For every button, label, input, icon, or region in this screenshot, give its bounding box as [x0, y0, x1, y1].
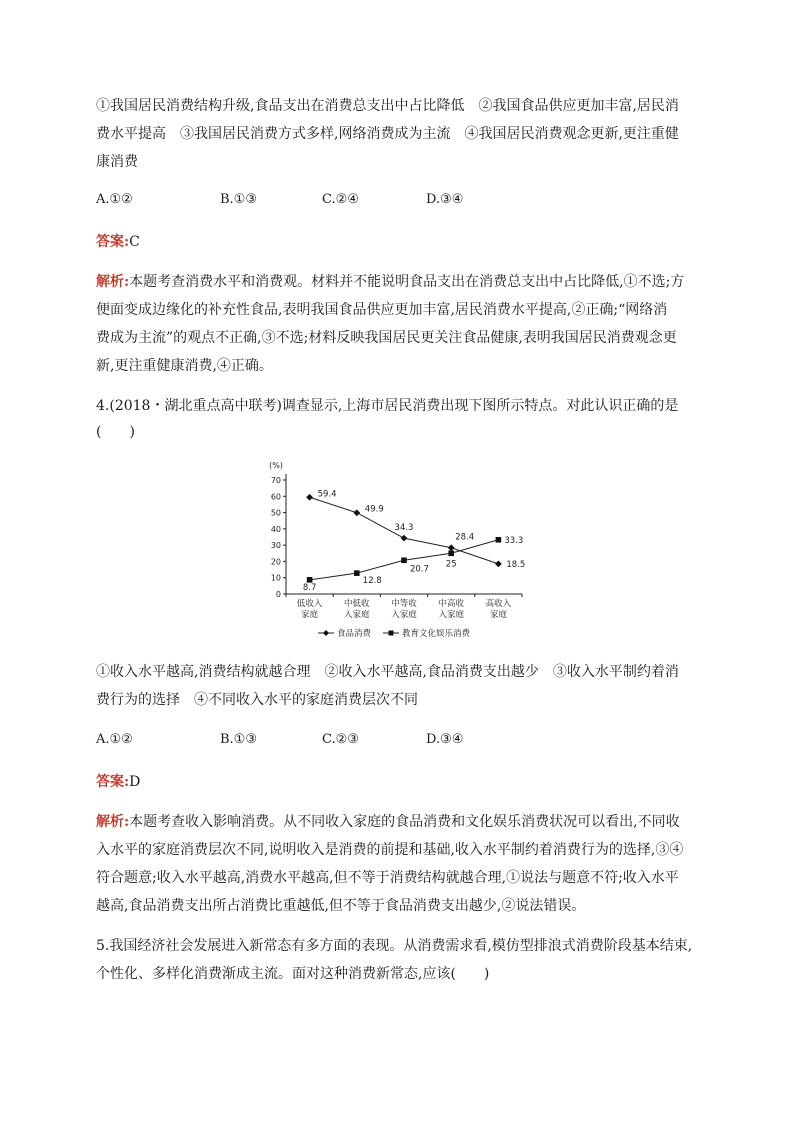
education-point [401, 557, 407, 563]
education-data-label: 25 [445, 559, 457, 570]
education-data-label: 33.3 [504, 535, 524, 546]
q3-statements-line-1: ①我国居民消费结构升级,食品支出在消费总支出中占比降低 ②我国食品供应更加丰富,居民消 [96, 98, 679, 114]
legend-label: 教育文化娱乐消费 [402, 629, 471, 639]
food-data-label: 59.4 [317, 489, 337, 500]
food-point [353, 509, 360, 516]
x-tick-label: 家庭 [489, 610, 507, 620]
q4-analysis-line-1 [96, 812, 680, 832]
y-tick-label: 30 [270, 541, 281, 551]
x-tick-label: 入家庭 [344, 610, 370, 620]
q4-option-a: A.①② [96, 732, 133, 747]
y-tick-label: 10 [270, 573, 281, 583]
q4-line-chart [256, 456, 546, 644]
q4-statements-line-1: ①收入水平越高,消费结构就越合理 ②收入水平越高,食品消费支出越少 ③收入水平制约着消 [96, 664, 679, 680]
q4-option-d: D.③④ [426, 732, 464, 747]
q3-statements-line-3: 康消费 [96, 154, 138, 170]
q4-stem-line-1: 4.(2018・湖北重点高中联考)调查显示,上海市居民消费出现下图所示特点。对此认识正确的是 [96, 398, 679, 414]
legend-label: 食品消费 [337, 629, 372, 639]
y-tick-label: 50 [270, 508, 281, 518]
q3-answer [96, 232, 140, 252]
y-tick-label: 20 [270, 557, 281, 567]
q3-option-c: C.②④ [322, 192, 359, 207]
q4-option-c: C.②③ [322, 732, 359, 747]
x-tick-label: 入家庭 [391, 610, 417, 620]
education-data-label: 8.7 [302, 582, 317, 593]
education-point [448, 550, 454, 556]
education-data-label: 12.8 [362, 576, 382, 587]
food-point [306, 494, 313, 501]
q3-option-d: D.③④ [426, 192, 464, 207]
q3-analysis-label: 解析: [96, 274, 130, 290]
food-data-label: 18.5 [506, 559, 526, 570]
q4-answer-value: D [129, 774, 141, 790]
food-point [448, 544, 455, 551]
q3-answer-value: C [129, 234, 140, 250]
q3-answer-label: 答案: [96, 234, 130, 250]
food-data-label: 34.3 [394, 523, 414, 534]
q5-stem-line-2: 个性化、多样化消费渐成主流。面对这种消费新常态,应该( ) [96, 966, 490, 982]
q4-analysis-line-3: 符合题意;收入水平越高,消费水平越高,但不等于消费结构就越合理,①说法与题意不符;收入水平 [96, 870, 679, 886]
y-tick-label: 70 [270, 476, 281, 485]
q3-analysis-text-1: 本题考查消费水平和消费观。材料并不能说明食品支出在消费总支出中占比降低,①不选;方 [129, 274, 685, 290]
q3-option-b: B.①③ [220, 192, 257, 207]
q4-analysis-label: 解析: [96, 814, 130, 830]
y-tick-label: 40 [270, 524, 281, 534]
education-data-label: 20.7 [410, 564, 429, 575]
food-point [401, 535, 408, 542]
q3-analysis-line-4: 新,更注重健康消费,④正确。 [96, 358, 273, 374]
q4-stem-line-2: ( ) [96, 424, 135, 440]
x-tick-label: 中高收 [438, 599, 464, 609]
q5-stem-line-1: 5.我国经济社会发展进入新常态有多方面的表现。从消费需求看,模仿型排浪式消费阶段基本结束, [96, 938, 693, 954]
q4-analysis-line-2: 入水平的家庭消费层次不同,说明收入是消费的前提和基础,收入水平制约着消费行为的选择,③④ [96, 842, 684, 858]
q3-option-a: A.①② [96, 192, 133, 207]
y-axis-unit-label: (%) [269, 461, 283, 470]
q3-analysis-line-1 [96, 272, 684, 292]
q4-analysis-text-1: 本题考查收入影响消费。从不同收入家庭的食品消费和文化娱乐消费状况可以看出,不同收 [129, 814, 680, 830]
food-data-label: 28.4 [455, 532, 475, 543]
x-tick-label: 入家庭 [438, 610, 464, 620]
food-point [495, 560, 502, 567]
x-tick-label: 中低收 [344, 599, 370, 609]
education-point [354, 570, 360, 576]
q3-analysis-line-2: 便面变成边缘化的补充性食品,表明我国食品供应更加丰富,居民消费水平提高,②正确;“网络消 [96, 302, 668, 318]
q4-option-b: B.①③ [220, 732, 257, 747]
food-data-label: 49.9 [364, 504, 384, 515]
education-point [496, 537, 502, 543]
education-point [307, 577, 313, 583]
x-tick-label: 低收入 [296, 599, 323, 609]
q4-statements-line-2: 费行为的选择 ④不同收入水平的家庭消费层次不同 [96, 692, 418, 708]
q4-answer [96, 772, 140, 792]
legend-square-icon [389, 631, 394, 636]
q4-analysis-line-4: 越高,食品消费支出所占消费比重越低,但不等于食品消费支出越少,②说法错误。 [96, 898, 586, 914]
legend-diamond-icon [323, 630, 329, 636]
q3-analysis-line-3: 费成为主流”的观点不正确,③不选;材料反映我国居民更关注食品健康,表明我国居民消费观念更 [96, 330, 677, 346]
x-tick-label: 高收入 [485, 599, 512, 609]
q3-statements-line-2: 费水平提高 ③我国居民消费方式多样,网络消费成为主流 ④我国居民消费观念更新,更注重健 [96, 126, 679, 142]
y-tick-label: 60 [270, 492, 281, 502]
x-tick-label: 家庭 [301, 610, 319, 620]
q4-answer-label: 答案: [96, 774, 130, 790]
x-tick-label: 中等收 [391, 599, 417, 609]
y-tick-label: 0 [275, 590, 281, 599]
